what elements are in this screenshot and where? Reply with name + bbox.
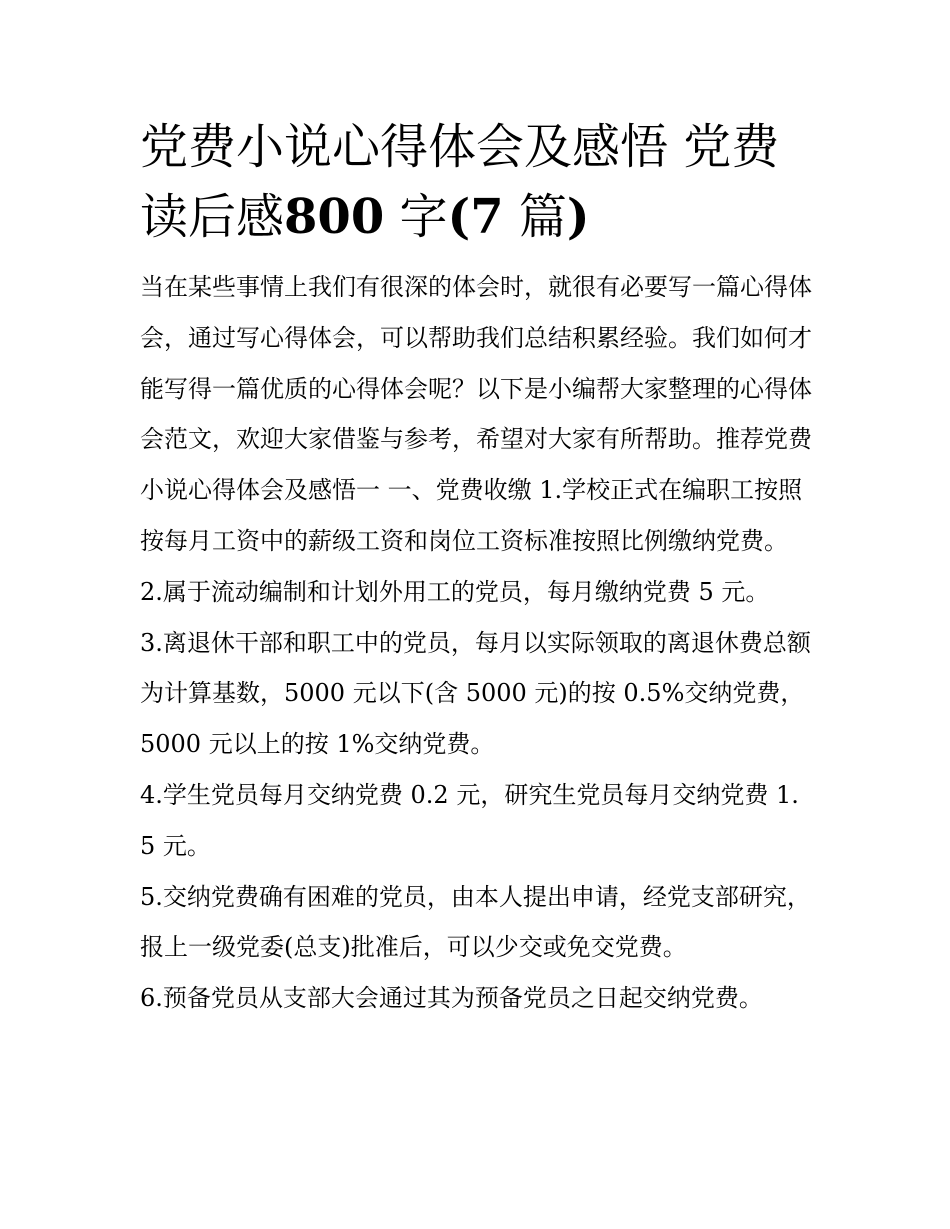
title-part: 篇 [503, 189, 567, 245]
paragraph-item-5: 5.交纳党费确有困难的党员，由本人提出申请，经党支部研究，报上一级党委(总支)批准后，可以少交或免交党费。 [140, 882, 811, 962]
title-part: 党费小说心得体会及感悟 党费读后感 [140, 119, 780, 245]
document-title [140, 112, 812, 252]
paragraph-item-4: 4.学生党员每月交纳党费 0.2 元，研究生党员每月交纳党费 1.5 元。 [140, 780, 799, 860]
paragraph-item-2: 2.属于流动编制和计划外用工的党员，每月缴纳党费 5 元。 [140, 577, 770, 606]
title-part: ) [566, 189, 590, 245]
document-content [140, 112, 812, 1024]
intro-paragraph: 当在某些事情上我们有很深的体会时，就很有必要写一篇心得体会，通过写心得体会，可以帮助我们总结积累经验。我们如何才能写得一篇优质的心得体会呢？以下是小编帮大家整理的心得体会范文，欢迎大家借鉴与参考，希望对大家有所帮助。推荐党费小说心得体会及感悟一 一、党费收缴 1.学校正式在编职工按照按每月工资中的薪级工资和岗位工资标准按照比例缴纳党费。 [140, 273, 812, 555]
title-part: 800 [284, 189, 385, 245]
title-part: (7 [447, 189, 504, 245]
paragraph-item-3: 3.离退休干部和职工中的党员，每月以实际领取的离退休费总额为计算基数，5000 元以下(含 5000 元)的按 0.5%交纳党费，5000 元以上的按 1%交纳党费。 [140, 628, 811, 759]
title-part: 字 [384, 189, 448, 245]
paragraph-item-6: 6.预备党员从支部大会通过其为预备党员之日起交纳党费。 [140, 984, 763, 1013]
